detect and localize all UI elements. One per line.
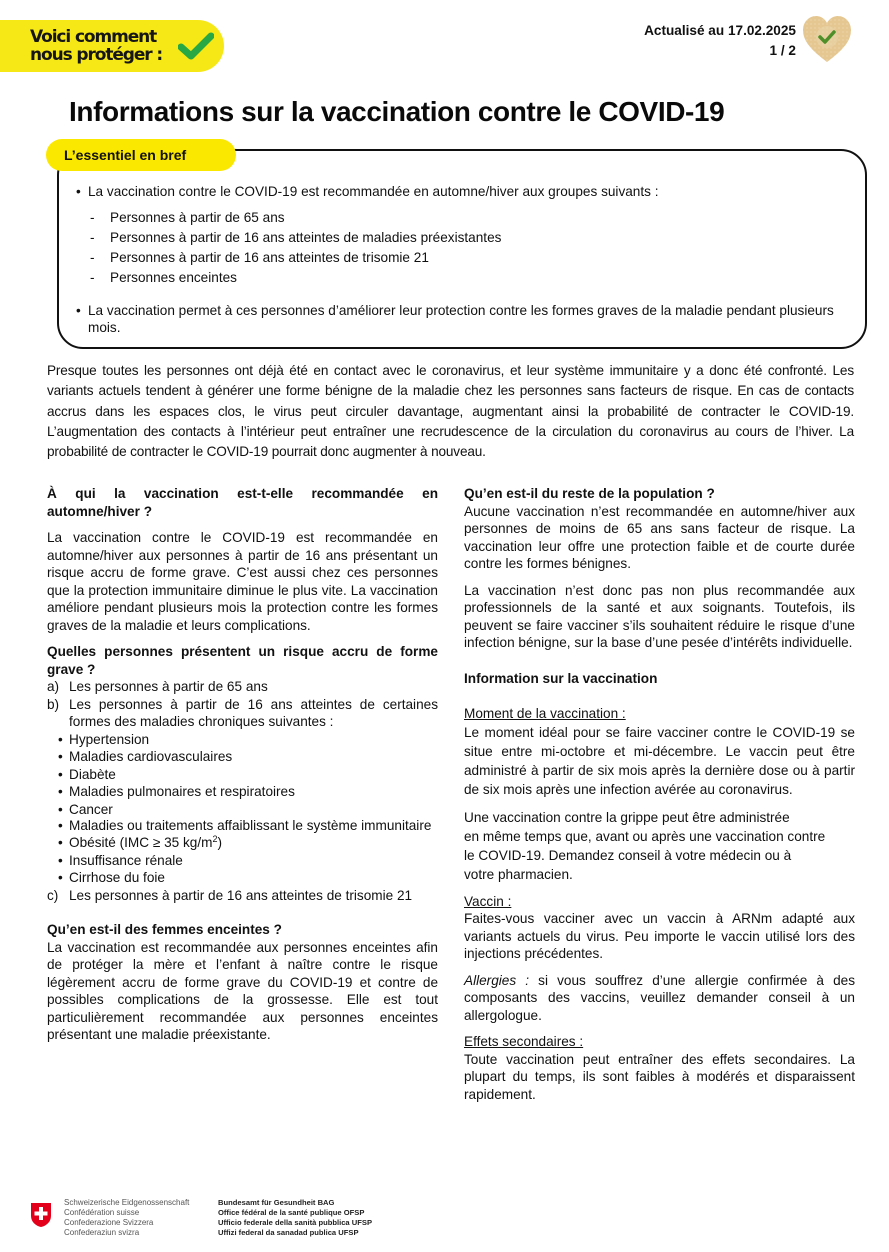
intro-paragraph: Presque toutes les personnes ont déjà été en contact avec le coronavirus, et leur système immunitaire y a donc été confronté. Les variants actuels tendent à générer une forme bénigne de la maladie chez les personnes sans facteurs de risque. En cas de contacts accrus dans les espaces clos, le virus peut circuler davantage, augmentant ainsi la probabilité de contracter le COVID-19. L’augmentation des contacts à l’intérieur peut entraîner une recrudescence de la circulation du coronavirus au cours de l’hiver. La probabilité de contracter le COVID-19 pourrait donc augmenter à nouveau. bbox=[47, 363, 854, 460]
list-item bbox=[47, 678, 438, 696]
list-marker: c) bbox=[47, 887, 59, 903]
campaign-badge bbox=[0, 20, 224, 72]
section-heading-pregnant: Qu’en est-il des femmes enceintes ? bbox=[47, 922, 282, 937]
vaccine-label: Vaccin : bbox=[464, 893, 512, 909]
section-heading-rest-population: Qu’en est-il du reste de la population ? bbox=[464, 486, 715, 501]
badge-text bbox=[30, 28, 162, 64]
badge-line-2: nous protéger : bbox=[30, 45, 163, 65]
essentials-content bbox=[76, 183, 846, 337]
office-line: Office fédéral de la santé publique OFSP bbox=[218, 1208, 365, 1217]
list-item: • Insuffisance rénale bbox=[58, 852, 438, 870]
left-column bbox=[47, 485, 438, 1044]
essentials-bullet-2-text: La vaccination permet à ces personnes d’améliorer leur protection contre les formes graves de la maladie pendant plusieurs mois. bbox=[88, 302, 834, 335]
flu-paragraph bbox=[464, 808, 855, 884]
list-item-text: Les personnes à partir de 16 ans atteintes de trisomie 21 bbox=[69, 887, 413, 903]
who-paragraph: La vaccination contre le COVID-19 est recommandée en automne/hiver aux personnes à partir de 16 ans présentant un risque accru de forme grave. C’est aussi chez ces personnes que la protection immunitaire diminue le plus vite. La vaccination améliore pendant plusieurs mois la protection contre les formes graves de la maladie et leurs complications. bbox=[47, 530, 438, 633]
footer bbox=[30, 1198, 430, 1248]
confederation-line: Confederazione Svizzera bbox=[64, 1218, 154, 1227]
rest-population-paragraph-2: La vaccination n’est donc pas non plus recommandée aux professionnels de la santé et aux soignants. Toutefois, ils peuvent se faire vacciner s’ils souhaitent réduire le risque d’une infection bénigne, sur la base d’une pesée d’intérêts individuelle. bbox=[464, 582, 855, 650]
essentials-bullet-2 bbox=[76, 302, 836, 337]
office-line: Ufficio federale della sanità pubblica UFSP bbox=[218, 1218, 373, 1227]
list-item: • Maladies pulmonaires et respiratoires bbox=[58, 783, 438, 801]
risk-groups-list bbox=[47, 678, 438, 904]
updated-date: Actualisé au 17.02.2025 bbox=[644, 23, 796, 38]
list-item-text: Les personnes à partir de 65 ans bbox=[69, 679, 268, 694]
list-item: - Personnes enceintes bbox=[76, 268, 846, 288]
section-heading-who: À qui la vaccination est-t-elle recommandée en automne/hiver ? bbox=[47, 486, 438, 519]
right-column bbox=[464, 485, 855, 1103]
header-meta bbox=[644, 21, 796, 61]
confederation-line: Confederaziun svizra bbox=[64, 1228, 140, 1237]
timing-paragraph: Le moment idéal pour se faire vacciner contre le COVID-19 se situe entre mi-octobre et mi-décembre. Le vaccin peut être administré à partir de six mois après la dernière dose ou à partir de six mois après une infection avérée au coronavirus. bbox=[464, 724, 855, 797]
heart-plaster-check-icon bbox=[801, 14, 853, 64]
list-item: • Cirrhose du foie bbox=[58, 869, 438, 887]
section-heading-risk: Quelles personnes présentent un risque accru de forme grave ? bbox=[47, 644, 438, 677]
swiss-cross-icon bbox=[30, 1202, 52, 1228]
allergy-text: si vous souffrez d’une allergie confirmée à des composants des vaccins, veuillez demander conseil à un allergologue. bbox=[464, 972, 855, 1023]
confederation-line: Schweizerische Eidgenossenschaft bbox=[64, 1198, 190, 1207]
list-item bbox=[47, 887, 438, 905]
badge-line-1: Voici comment bbox=[30, 27, 157, 47]
flu-line: le COVID-19. Demandez conseil à votre médecin ou à bbox=[464, 847, 792, 863]
list-item: • Diabète bbox=[58, 766, 438, 784]
list-item: - Personnes à partir de 16 ans atteintes de maladies préexistantes bbox=[76, 228, 846, 248]
section-heading-vaccination-info: Information sur la vaccination bbox=[464, 670, 658, 686]
confederation-line: Confédération suisse bbox=[64, 1208, 140, 1217]
side-effects-label: Effets secondaires : bbox=[464, 1034, 584, 1049]
essentials-tab-label: L’essentiel en bref bbox=[46, 139, 236, 171]
obesity-suffix: ) bbox=[217, 835, 222, 850]
page-number: 1 / 2 bbox=[769, 43, 796, 58]
list-item: - Personnes à partir de 16 ans atteintes de trisomie 21 bbox=[76, 248, 846, 268]
office-line: Uffizi federal da sanadad publica UFSP bbox=[218, 1228, 359, 1237]
vaccine-paragraph: Faites-vous vacciner avec un vaccin à ARNm adapté aux variants actuels du virus. Peu importe le vaccin utilisé lors des injections précédentes. bbox=[464, 911, 855, 961]
list-item: • Cancer bbox=[58, 801, 438, 819]
page-title: Informations sur la vaccination contre le COVID-19 bbox=[69, 96, 725, 127]
obesity-text: Obésité (IMC ≥ 35 kg/m bbox=[69, 835, 213, 850]
allergy-paragraph bbox=[464, 972, 855, 1025]
list-item bbox=[58, 834, 438, 852]
office-line: Bundesamt für Gesundheit BAG bbox=[218, 1198, 335, 1207]
essentials-bullet-1-text: La vaccination contre le COVID-19 est recommandée en automne/hiver aux groupes suivants : bbox=[88, 184, 659, 199]
list-item: • Maladies cardiovasculaires bbox=[58, 748, 438, 766]
essentials-bullet-1 bbox=[76, 183, 846, 201]
flu-line: Une vaccination contre la grippe peut être administrée bbox=[464, 809, 790, 825]
list-item bbox=[47, 696, 438, 887]
chronic-conditions-list bbox=[58, 731, 438, 887]
superscript: 2 bbox=[212, 834, 218, 844]
recommended-groups-list bbox=[76, 208, 846, 288]
confederation-names bbox=[64, 1198, 189, 1238]
timing-label: Moment de la vaccination : bbox=[464, 706, 626, 721]
list-marker: a) bbox=[47, 679, 60, 694]
side-effects-paragraph: Toute vaccination peut entraîner des effets secondaires. La plupart du temps, ils sont faibles à modérés et disparaissent rapidement. bbox=[464, 1051, 855, 1102]
rest-population-paragraph-1: Aucune vaccination n’est recommandée en automne/hiver aux personnes de moins de 65 ans sans facteur de risque. La vaccination leur offre une protection faible et de courte durée contre les formes bénignes. bbox=[464, 503, 855, 571]
list-item-text: Les personnes à partir de 16 ans atteintes de certaines formes des maladies chroniques suivantes : bbox=[69, 696, 438, 729]
office-names bbox=[218, 1198, 372, 1238]
list-marker: b) bbox=[47, 696, 60, 712]
allergy-label: Allergies : bbox=[464, 972, 530, 988]
list-item: • Hypertension bbox=[58, 731, 438, 749]
list-item: • Maladies ou traitements affaiblissant le système immunitaire bbox=[58, 818, 438, 834]
check-icon bbox=[178, 32, 214, 60]
list-item: - Personnes à partir de 65 ans bbox=[76, 208, 846, 228]
pregnant-paragraph: La vaccination est recommandée aux personnes enceintes afin de protéger la mère et l’enfant à naître contre le risque légèrement accru de forme grave du COVID-19 et contre de possibles complications de la grossesse. Elle est tout particulièrement recommandée aux personnes enceintes présentant une maladie préexistante. bbox=[47, 939, 438, 1042]
flu-line: votre pharmacien. bbox=[464, 866, 573, 882]
flu-line: en même temps que, avant ou après une vaccination contre bbox=[464, 828, 826, 844]
